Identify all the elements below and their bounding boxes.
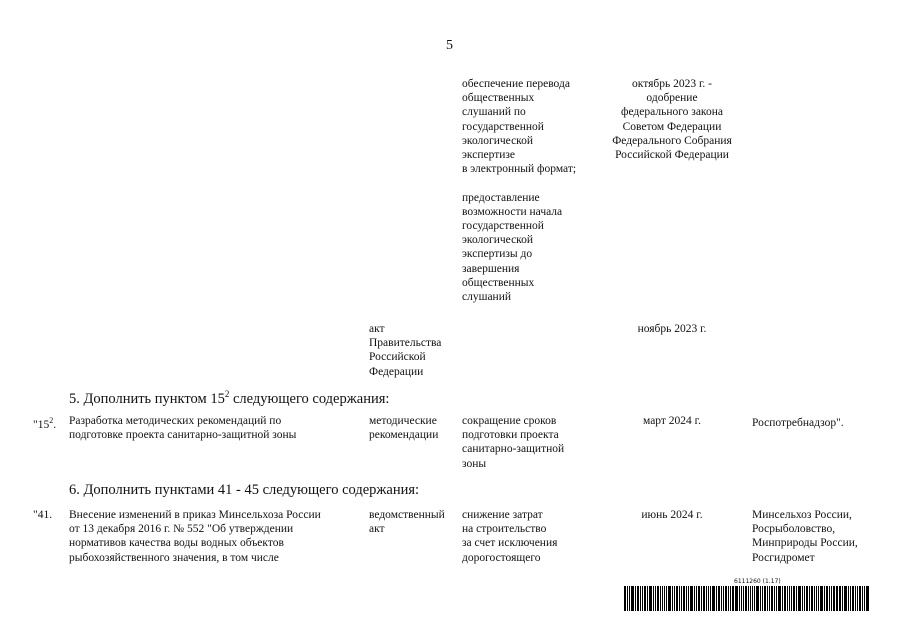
barcode-bar xyxy=(681,586,682,611)
barcode-bar xyxy=(662,586,663,611)
barcode-bar xyxy=(762,586,763,611)
barcode-bar xyxy=(850,586,851,611)
barcode-bar xyxy=(649,586,652,611)
barcode-bar xyxy=(756,586,759,611)
deadline-cell-continued: октябрь 2023 г. - одобрение федерального закона Советом Федерации Федерального Собрания Российской Федерации xyxy=(612,78,732,162)
barcode-bar xyxy=(833,586,835,611)
barcode-bar xyxy=(787,586,788,611)
barcode-bar xyxy=(627,586,628,611)
barcode-bar xyxy=(844,586,847,611)
barcode-bar xyxy=(688,586,689,611)
barcode-bar xyxy=(866,586,869,611)
deadline-cell-november: ноябрь 2023 г. xyxy=(637,323,707,335)
barcode-bar xyxy=(732,586,734,611)
barcode-bar xyxy=(718,586,720,611)
barcode-bar xyxy=(839,586,841,611)
barcode-bar xyxy=(752,586,754,611)
barcode-bar xyxy=(829,586,830,611)
barcode-bar xyxy=(778,586,781,611)
section-heading-5: 5. Дополнить пунктом $15^2$ следующего содержания: xyxy=(69,389,390,407)
barcode-bar xyxy=(864,586,865,611)
barcode-bar xyxy=(760,586,761,611)
barcode-bar xyxy=(796,586,797,611)
row-number-41: "41. xyxy=(33,509,53,521)
barcode-bar xyxy=(728,586,729,611)
barcode-bar xyxy=(655,586,656,611)
barcode-bar xyxy=(774,586,775,611)
barcode-bar xyxy=(826,586,828,611)
barcode-bar xyxy=(789,586,790,611)
barcode-bar xyxy=(754,586,755,611)
page-number: 5 xyxy=(446,38,453,53)
goal-41: снижение затрат на строительство за счет исключения дорогостоящего xyxy=(462,509,558,564)
barcode-bar xyxy=(741,586,742,611)
barcode-bar xyxy=(696,586,697,611)
barcode-bar xyxy=(679,586,680,611)
barcode-bar xyxy=(624,586,626,611)
barcode-bar xyxy=(811,586,813,611)
barcode-bar xyxy=(836,586,837,611)
barcode-bar xyxy=(653,586,654,611)
barcode-bar xyxy=(837,586,838,611)
barcode-bar xyxy=(706,586,707,611)
barcode-bar xyxy=(739,586,740,611)
barcode-bar xyxy=(745,586,747,611)
barcode-bar xyxy=(831,586,832,611)
barcode-bar xyxy=(793,586,795,611)
barcode-bar xyxy=(703,586,705,611)
doc-type-15-2: методические рекомендации xyxy=(369,415,439,442)
barcode-bar xyxy=(716,586,717,611)
barcode-bar xyxy=(672,586,673,611)
barcode-label: 6111260 (1.17) xyxy=(734,578,781,585)
barcode-bar xyxy=(735,586,738,611)
barcode-bar xyxy=(771,586,773,611)
barcode-bar xyxy=(683,586,685,611)
deadline-15-2: март 2024 г. xyxy=(643,415,701,427)
barcode-bar xyxy=(635,586,636,611)
barcode-bar xyxy=(814,586,815,611)
barcode-bar xyxy=(708,586,709,611)
barcode-bar xyxy=(767,586,768,611)
barcode-bar xyxy=(818,586,819,611)
barcode-bar xyxy=(725,586,727,611)
barcode-bar xyxy=(842,586,843,611)
barcode-bar xyxy=(694,586,695,611)
barcode-bar xyxy=(698,586,700,611)
barcode-bar xyxy=(660,586,661,611)
barcode-bar xyxy=(816,586,817,611)
barcode-bar xyxy=(791,586,792,611)
measure-name-41: Внесение изменений в приказ Минсельхоза России от 13 декабря 2016 г. № 552 "Об утверждении нормативов качества воды водных объектов рыбохозяйственного значения, в том числе xyxy=(69,509,321,564)
barcode-bar xyxy=(859,586,861,611)
barcode-bar xyxy=(666,586,668,611)
barcode-bar xyxy=(802,586,803,611)
barcode-bar xyxy=(784,586,786,611)
doc-type-cell-government-act: акт Правительства Российской Федерации xyxy=(369,323,442,378)
barcode-bar xyxy=(764,586,766,611)
barcode-bar xyxy=(701,586,702,611)
barcode-bar xyxy=(723,586,724,611)
row-number-15-2: "$15^2$. xyxy=(33,416,57,431)
barcode-bar xyxy=(782,586,783,611)
barcode-bar xyxy=(852,586,854,611)
barcode-bar xyxy=(712,586,715,611)
barcode-bar xyxy=(809,586,810,611)
barcode-bar xyxy=(798,586,801,611)
barcode-bar xyxy=(748,586,749,611)
barcode-bar xyxy=(629,586,630,611)
barcode-bar xyxy=(730,586,731,611)
barcode-bar xyxy=(664,586,665,611)
responsible-41: Минсельхоз России, Росрыболовство, Минприроды России, Росгидромет xyxy=(752,509,858,564)
barcode-bar xyxy=(690,586,693,611)
barcode-bar xyxy=(674,586,675,611)
barcode-bar xyxy=(657,586,659,611)
barcode-bar xyxy=(857,586,858,611)
goal-cell-continued: обеспечение перевода общественных слушаний по государственной экологической экспертизе в электронный формат; предоставление возможности начала государственной экологической экспертизы до завершения общественных слушаний xyxy=(462,78,577,304)
barcode-bar xyxy=(644,586,646,611)
barcode-bar xyxy=(637,586,639,611)
barcode-bar xyxy=(676,586,678,611)
section-heading-6: 6. Дополнить пунктами 41 - 45 следующего содержания: xyxy=(69,482,420,498)
barcode-bar xyxy=(820,586,823,611)
goal-15-2: сокращение сроков подготовки проекта санитарно-защитной зоны xyxy=(462,415,565,470)
barcode-bar xyxy=(640,586,641,611)
barcode-bar xyxy=(824,586,825,611)
barcode-bar xyxy=(710,586,711,611)
barcode-bar xyxy=(855,586,856,611)
deadline-41: июнь 2024 г. xyxy=(641,509,703,521)
barcode-bar xyxy=(862,586,863,611)
barcode-bar xyxy=(721,586,722,611)
barcode-bar xyxy=(848,586,849,611)
doc-type-41: ведомственный акт xyxy=(369,509,445,536)
barcode-bar xyxy=(743,586,744,611)
barcode-bar xyxy=(631,586,634,611)
barcode-bar xyxy=(668,586,671,611)
barcode-bar xyxy=(769,586,770,611)
responsible-15-2: Роспотребнадзор". xyxy=(752,417,844,429)
barcode-bar xyxy=(804,586,805,611)
barcode-bar xyxy=(806,586,808,611)
barcode-bar xyxy=(750,586,751,611)
barcode-bar xyxy=(686,586,687,611)
measure-name-15-2: Разработка методических рекомендаций по подготовке проекта санитарно-защитной зоны xyxy=(69,415,297,442)
barcode-bar xyxy=(776,586,777,611)
barcode-bar xyxy=(647,586,648,611)
document-barcode xyxy=(624,579,870,611)
barcode-bars xyxy=(624,586,870,611)
barcode-bar xyxy=(642,586,643,611)
